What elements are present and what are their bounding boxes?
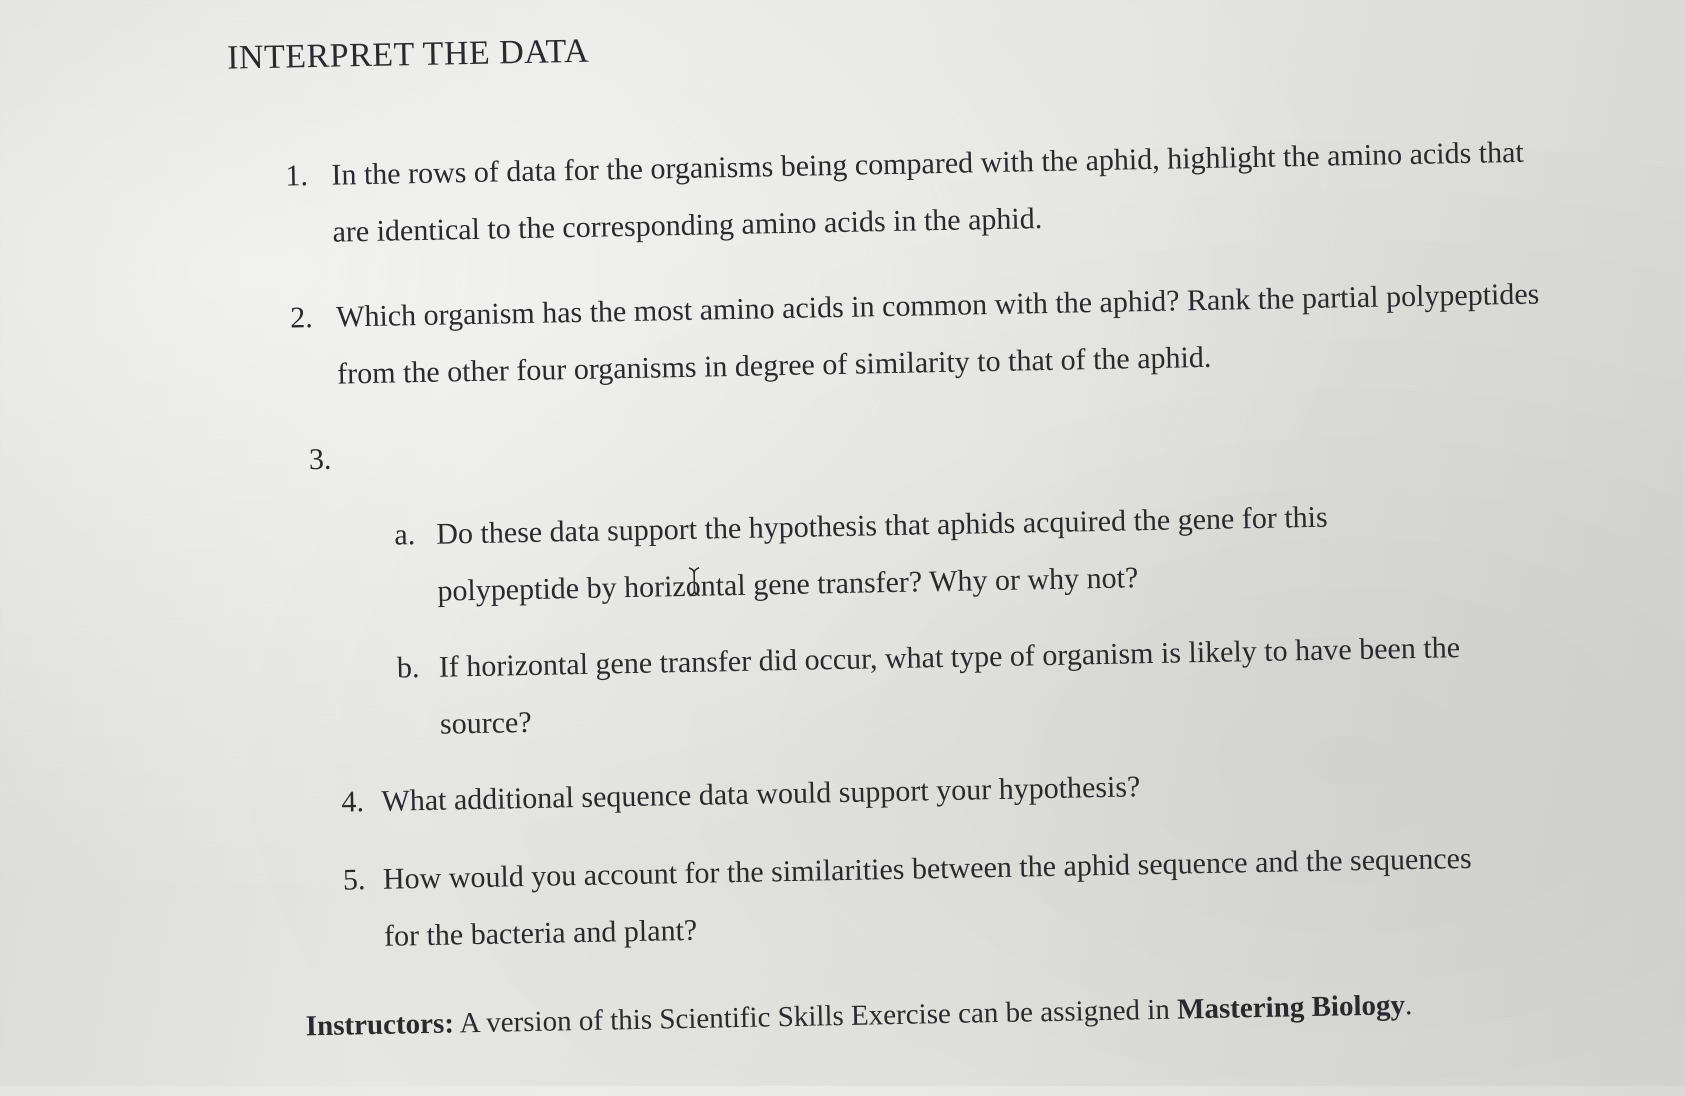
question-2: [289, 265, 1568, 403]
question-3: [308, 431, 332, 488]
question-number: 3.: [308, 442, 332, 477]
question-text: How would you account for the similarities between the aphid sequence and the sequences for the bacteria and plant?: [382, 841, 1472, 953]
mastering-biology-label: Mastering Biology: [1176, 989, 1406, 1026]
subquestion-text: If horizontal gene transfer did occur, what type of organism is likely to have been the source?: [438, 631, 1461, 741]
question-text: What additional sequence data would support your hypothesis?: [381, 770, 1141, 818]
question-number: 1.: [285, 159, 309, 193]
question-number: 2.: [289, 301, 313, 335]
question-1: [285, 123, 1563, 261]
question-number: 5.: [342, 863, 366, 897]
question-4: [341, 752, 1482, 830]
instructor-text: A version of this Scientific Skills Exercise can be assigned in: [453, 993, 1178, 1040]
subquestion-letter: a.: [394, 518, 416, 552]
question-text: In the rows of data for the organisms being compared with the aphid, highlight the amino acids that are identical to the corresponding amino acids in the aphid.: [331, 135, 1525, 249]
instructor-note: [305, 989, 1412, 1043]
subquestion-letter: b.: [396, 651, 420, 685]
question-3b: [396, 618, 1500, 752]
question-text: Which organism has the most amino acids in common with the aphid? Rank the partial polypeptides from the other four organisms in degree of similarity to that of the aphid.: [335, 277, 1540, 391]
instructor-end: .: [1404, 989, 1413, 1022]
text-cursor-icon: [687, 567, 702, 597]
subquestion-text: Do these data support the hypothesis that aphids acquired the gene for this polypeptide by horizontal gene transfer? Why or why not?: [436, 500, 1328, 608]
instructor-label: Instructors:: [305, 1007, 455, 1043]
question-number: 4.: [341, 785, 365, 819]
question-5: [342, 830, 1484, 965]
section-heading: INTERPRET THE DATA: [226, 32, 590, 77]
question-3a: [394, 486, 1458, 620]
